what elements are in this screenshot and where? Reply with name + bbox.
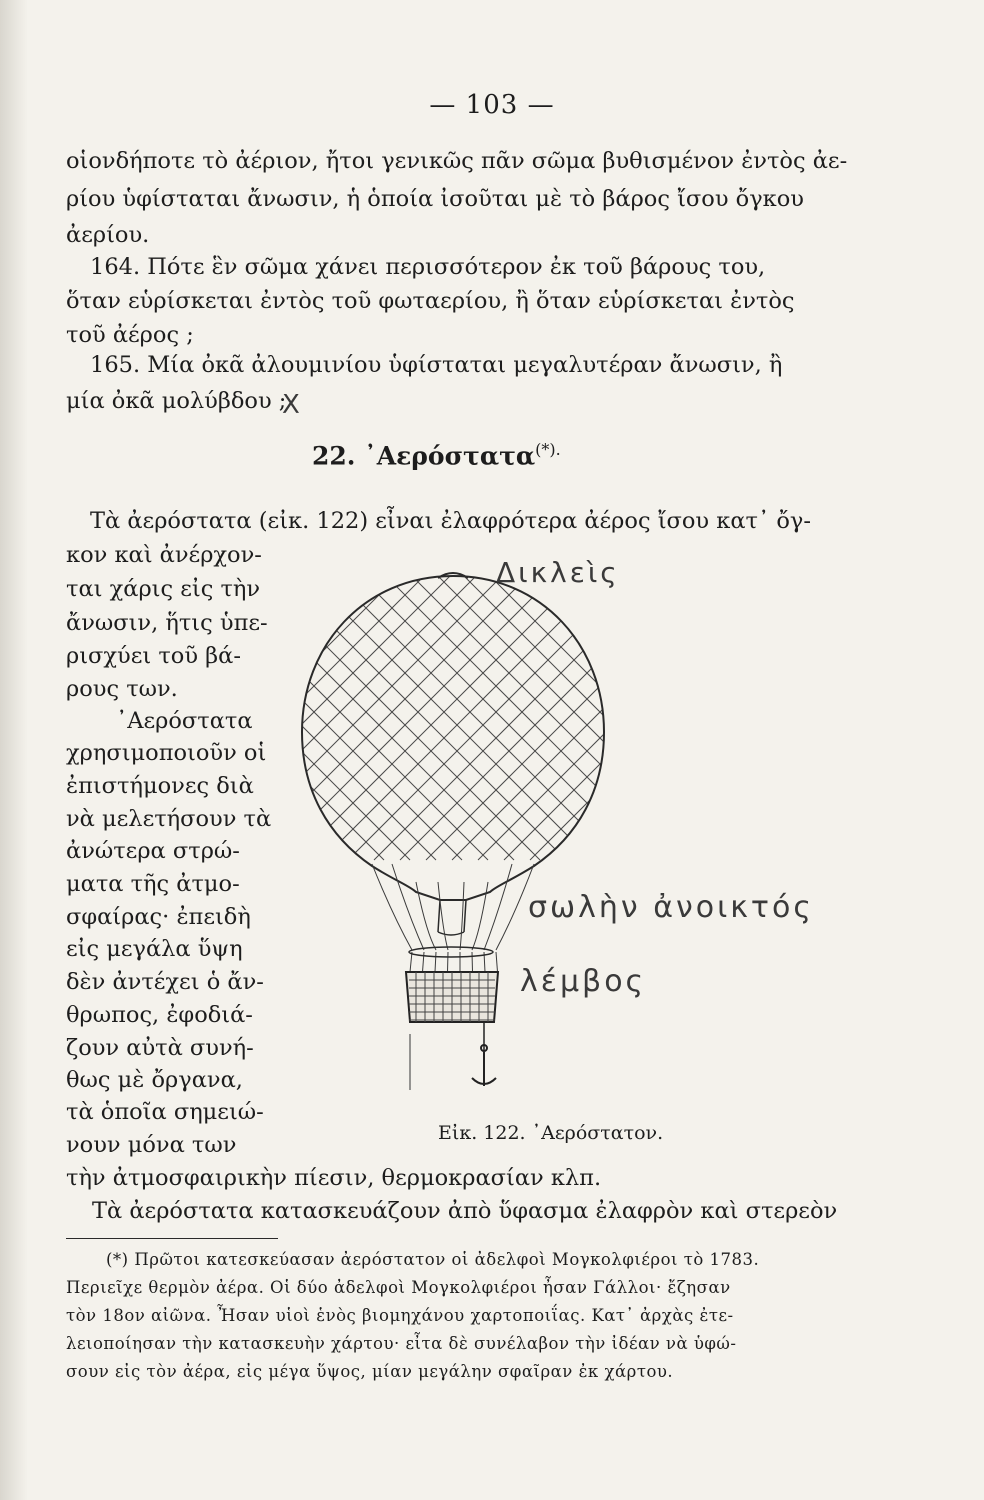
column-line: ἐπιστήμονες διὰ (66, 773, 254, 799)
basket-rope (472, 952, 473, 972)
page-edge-shadow (0, 0, 28, 1500)
intro-line-1: οἱονδήποτε τὸ ἀέριον, ἤτοι γενικῶς πᾶν σῶμα βυθισμένον ἐντὸς ἀε- (66, 148, 848, 174)
column-line: ζουν αὐτὰ συνή- (66, 1035, 254, 1061)
margin-pencil-mark: Χ (282, 390, 303, 420)
column-line: κον καὶ ἀνέρχον- (66, 542, 262, 568)
column-line: ρισχύει τοῦ βά- (66, 643, 241, 669)
column-line: τὰ ὁποῖα σημειώ- (66, 1099, 264, 1125)
net-strand (396, 560, 618, 860)
column-line: θως μὲ ὄργανα, (66, 1067, 243, 1093)
footnote-line-5: σουν εἰς τὸν ἀέρα, εἰς μέγα ὕψος, μίαν μεγάλην σφαῖραν ἐκ χάρτου. (66, 1362, 674, 1381)
question-165-line-1: 165. Μία ὀκᾶ ἀλουμινίου ὑφίσταται μεγαλυτέραν ἄνωσιν, ἢ (90, 352, 783, 378)
suspension-rope (484, 864, 512, 950)
question-164-line-1: 164. Πότε ἓν σῶμα χάνει περισσότερον ἐκ τοῦ βάρους του, (90, 254, 766, 280)
section-title-text: 22. ᾿Αερόστατα (312, 441, 536, 471)
footnote-line-3: τὸν 18ον αἰῶνα. Ἦσαν υἱοὶ ἑνὸς βιομηχάνου χαρτοποιΐας. Κατ᾽ ἀρχὰς ἐτε- (66, 1306, 734, 1325)
column-line: ἀνώτερα στρώ- (66, 838, 240, 864)
intro-line-3: ἀερίου. (66, 222, 150, 248)
body-first-line: Τὰ ἀερόστατα (εἰκ. 122) εἶναι ἐλαφρότερα ἀέρος ἴσου κατ᾽ ὄγ- (90, 508, 811, 534)
net-strand (500, 560, 618, 860)
handwritten-label-open-tube: σωλὴν ἀνοικτός (528, 890, 814, 925)
basket-rope (410, 952, 412, 972)
basket-rope (496, 952, 498, 972)
column-line: ρους των. (66, 676, 178, 702)
suspension-rope (460, 882, 464, 950)
question-164-line-2: ὅταν εὑρίσκεται ἐντὸς τοῦ φωταερίου, ἢ ὅταν εὑρίσκεται ἐντὸς (66, 288, 795, 314)
balloon-net (288, 560, 618, 860)
net-strand (426, 560, 618, 860)
footnote-line-2: Περιεῖχε θερμὸν ἀέρα. Οἱ δύο ἀδελφοὶ Μογκολφιέροι ἦσαν Γάλλοι· ἔζησαν (66, 1278, 731, 1297)
suspension-rope (472, 882, 488, 950)
net-strand (288, 560, 310, 860)
net-strand (608, 560, 618, 860)
footnote-line-1: (*) Πρῶτοι κατεσκεύασαν ἀερόστατον οἱ ἀδελφοὶ Μογκολφιέροι τὸ 1783. (106, 1250, 760, 1269)
net-strand (556, 560, 618, 860)
column-line: ται χάρις εἰς τὴν (66, 576, 261, 602)
net-strand (288, 560, 362, 860)
net-strand (604, 560, 618, 860)
handwritten-label-valve: Δικλεὶς (496, 556, 620, 589)
net-strand (288, 560, 462, 860)
column-line: νουν μόνα των (66, 1132, 237, 1158)
basket (406, 972, 498, 1022)
question-164-line-3: τοῦ ἀέρος ; (66, 322, 194, 348)
figure-caption: Εἰκ. 122. ᾿Αερόστατον. (438, 1122, 664, 1144)
intro-line-2: ρίου ὑφίσταται ἄνωσιν, ἡ ὁποία ἰσοῦται μὲ τὸ βάρος ἴσου ὄγκου (66, 186, 804, 212)
net-strand (552, 560, 618, 860)
net-strand (288, 560, 332, 860)
body-after-line-1: τὴν ἀτμοσφαιρικὴν πίεσιν, θερμοκρασίαν κλπ. (66, 1165, 602, 1191)
suspension-rope (392, 864, 424, 950)
basket-rope (435, 952, 436, 972)
net-strand (452, 560, 618, 860)
net-strand (288, 560, 540, 860)
column-line: σφαίρας· ἐπειδὴ (66, 904, 251, 930)
body-after-line-2: Τὰ ἀερόστατα κατασκευάζουν ἀπὸ ὕφασμα ἐλαφρὸν καὶ στερεὸν (92, 1198, 838, 1224)
page-number: — 103 — (429, 90, 555, 120)
column-line: νὰ μελετήσουν τὰ (66, 806, 272, 832)
net-strand (288, 560, 514, 860)
footnote-rule (66, 1238, 278, 1239)
net-strand (344, 560, 618, 860)
column-line: χρησιμοποιοῦν οἱ (66, 740, 267, 766)
net-strand (288, 560, 570, 860)
net-strand (400, 560, 618, 860)
footnote-line-4: λειοποίησαν τὴν κατασκευὴν χάρτου· εἶτα δὲ συνέλαβον τὴν ἰδέαν νὰ ὑφώ- (66, 1334, 737, 1353)
column-line: εἰς μεγάλα ὕψη (66, 936, 243, 962)
section-title (312, 440, 561, 470)
anchor-icon (472, 1045, 496, 1086)
column-line: ἄνωσιν, ἥτις ὑπε- (66, 610, 268, 636)
load-ring (409, 947, 493, 957)
balloon-illustration (288, 560, 618, 1100)
column-line: ᾿Αερόστατα (116, 708, 253, 734)
column-line: θρωπος, ἐφοδιά- (66, 1002, 253, 1028)
net-strand (292, 560, 592, 860)
question-165-line-2: μία ὀκᾶ μολύβδου ; (66, 388, 287, 414)
net-strand (288, 560, 466, 860)
net-strand (582, 560, 618, 860)
net-strand (288, 560, 488, 860)
basket-rope (448, 952, 449, 972)
column-line: ματα τῆς ἀτμο- (66, 871, 240, 897)
section-footnote-mark: (*). (535, 440, 561, 459)
handwritten-label-basket: λέμβος (520, 964, 647, 999)
column-line: δὲν ἀντέχει ὁ ἄν- (66, 969, 264, 995)
net-strand (296, 560, 596, 860)
